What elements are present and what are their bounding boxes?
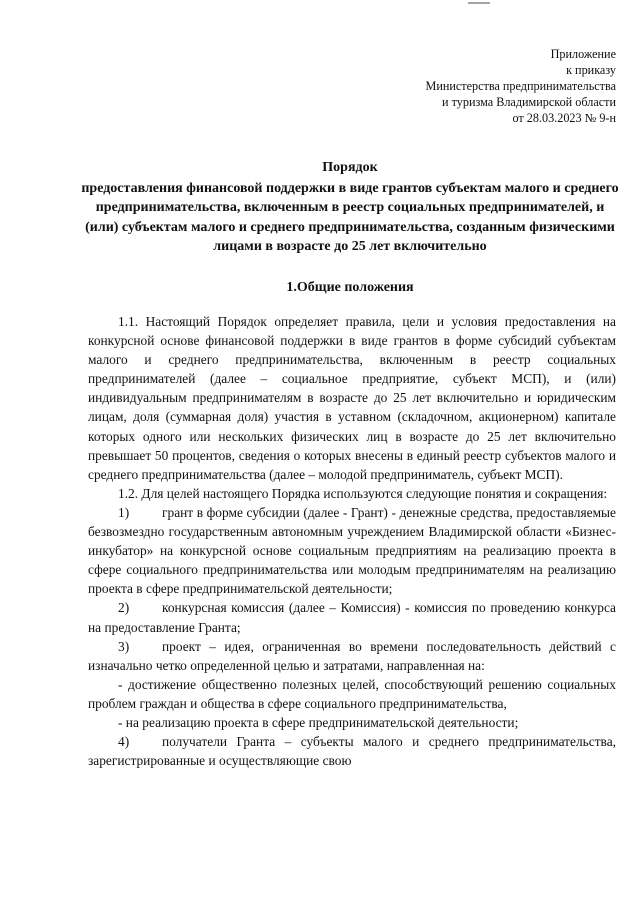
- list-item-text: получатели Гранта – субъекты малого и среднего предпринимательства, зарегистрированные и осуществляющие свою: [88, 734, 616, 769]
- paragraph-1-1: 1.1. Настоящий Порядок определяет правила, цели и условия предоставления на конкурсной основе финансовой поддержки в виде грантов в форме субсидий субъектам малого и среднего предпринимательства, включенным в реестр социальных предпринимателей (далее – социальное предприятие, субъект МСП), и (или) индивидуальным предпринимателям в возрасте до 25 лет включительно и юридическим лицам, доля (суммарная доля) участия в уставном (складочном, акционерном) капитале которых одного или нескольких физических лиц в возрасте до 25 лет включительно превышает 50 процентов, сведения о которых внесены в единый реестр субъектов малого и среднего предпринимательства (далее – молодой предприниматель, субъект МСП).: [88, 314, 616, 482]
- list-subitem: - на реализацию проекта в сфере предпринимательской деятельности;: [118, 714, 519, 730]
- appendix-line: к приказу: [566, 63, 616, 77]
- list-item-number: 2): [118, 600, 130, 616]
- list-item: [88, 503, 616, 598]
- list-subitem: - достижение общественно полезных целей, способствующий решению социальных проблем граждан и общества в сфере социального предпринимательства,: [88, 676, 616, 711]
- scan-mark: [468, 2, 490, 4]
- paragraph-1-2: 1.2. Для целей настоящего Порядка используются следующие понятия и сокращения:: [118, 485, 608, 501]
- appendix-line: Министерства предпринимательства: [425, 79, 616, 93]
- section-heading: 1.Общие положения: [286, 280, 414, 295]
- list-item: [88, 598, 616, 636]
- appendix-line: Приложение: [550, 47, 616, 61]
- document-subtitle: предоставления финансовой поддержки в виде грантов субъектам малого и среднего предпринимательства, включенным в реестр социальных предпринимателей, и (или) субъектам малого и среднего предпринимательства, созданным физическими лицами в возрасте до 25 лет включительно: [81, 181, 619, 254]
- list-item: [88, 637, 616, 675]
- list-item-number: 3): [118, 638, 130, 654]
- appendix-date-line: от 28.03.2023 № 9-н: [512, 111, 616, 125]
- list-item: [88, 732, 616, 770]
- document-title: Порядок: [322, 160, 378, 175]
- list-item-number: 1): [118, 504, 130, 520]
- appendix-line: и туризма Владимирской области: [442, 95, 616, 109]
- document-body: [88, 312, 616, 770]
- list-item-text: проект – идея, ограниченная во времени последовательность действий с изначально четко определенной целью и затратами, направленная на:: [88, 638, 616, 673]
- list-item-number: 4): [118, 734, 130, 750]
- list-item-text: грант в форме субсидии (далее - Грант) - денежные средства, предоставляемые безвозмездно государственным автономным учреждением Владимирской области «Бизнес-инкубатор» на конкурсной основе социальным предприятиям на реализацию проекта в сфере социального предпринимательства или молодым предпринимателям на реализацию проекта в сфере предпринимательской деятельности;: [88, 504, 616, 597]
- appendix-block: [425, 46, 616, 126]
- list-item-text: конкурсная комиссия (далее – Комиссия) - комиссия по проведению конкурса на предоставление Гранта;: [88, 600, 616, 635]
- document-title-block: [80, 158, 620, 256]
